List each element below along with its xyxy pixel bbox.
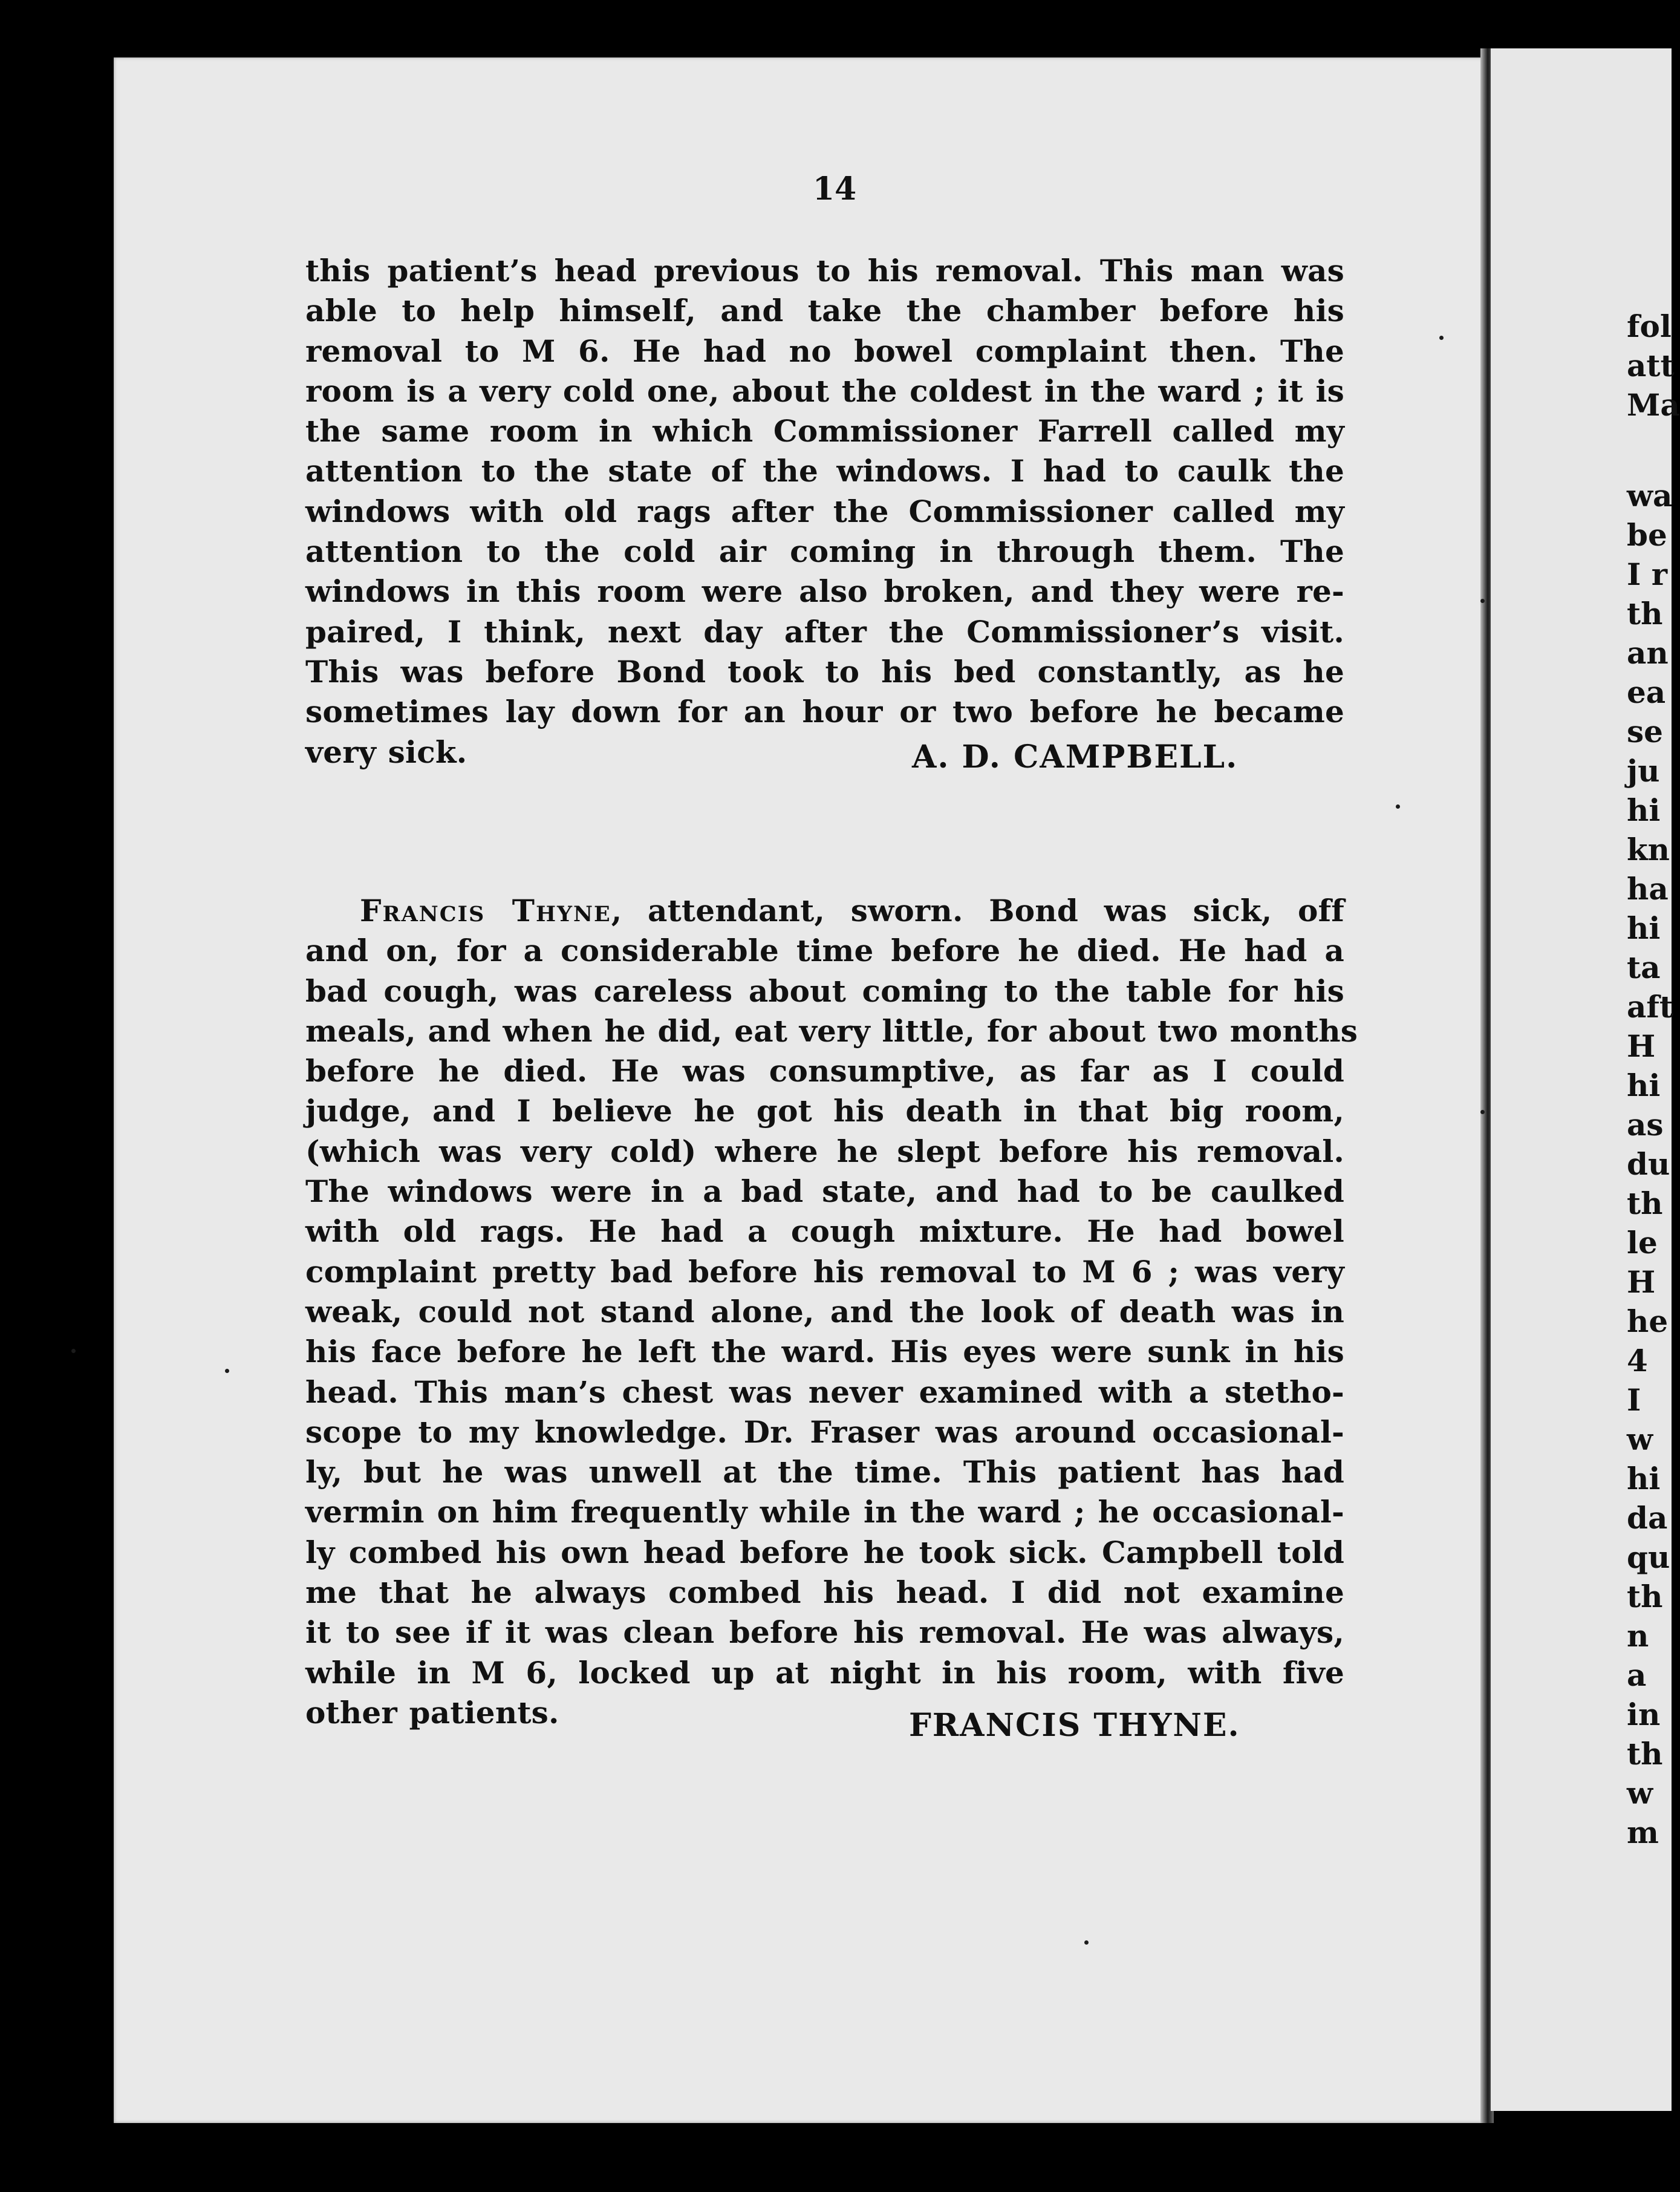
signature-campbell: A. D. CAMPBELL. — [912, 739, 1239, 775]
testimony-thyne-line: scope to my knowledge. Dr. Fraser was around occasional- — [305, 1414, 1344, 1450]
right-page-fragment: 4 — [1627, 1343, 1648, 1378]
right-page-fragment: qu — [1627, 1539, 1670, 1575]
testimony-campbell-line: removal to M 6. He had no bowel complaint then. The — [305, 333, 1344, 369]
testimony-thyne-first-line-text: , attendant, sworn. Bond was sick, off — [611, 893, 1344, 928]
ink-speck — [1084, 1940, 1089, 1945]
ink-speck — [1480, 1110, 1485, 1114]
testimony-campbell-line: this patient’s head previous to his removal. This man was — [305, 253, 1344, 289]
right-page-fragment: H — [1627, 1028, 1656, 1064]
testimony-thyne-line: while in M 6, locked up at night in his room, with five — [305, 1654, 1344, 1691]
right-page-fragment: th — [1627, 1186, 1663, 1221]
testimony-thyne-line: vermin on him frequently while in the ward ; he occasional- — [305, 1494, 1344, 1530]
right-page-fragment: he — [1627, 1303, 1669, 1339]
right-page-fragment: th — [1627, 1736, 1663, 1772]
testimony-thyne-line: and on, for a considerable time before he died. He had a — [305, 933, 1344, 969]
right-page-fragment: hi — [1627, 792, 1661, 828]
right-page-fragment: hi — [1627, 1068, 1661, 1103]
right-page-fragment: th — [1627, 1579, 1663, 1614]
right-page-fragment: hi — [1627, 910, 1661, 946]
right-page-fragment: H — [1627, 1264, 1656, 1300]
ink-speck — [225, 1369, 229, 1373]
testimony-thyne-first-line — [305, 891, 1344, 931]
testimony-campbell-line: sometimes lay down for an hour or two before he became — [305, 694, 1344, 730]
right-page-fragment: ha — [1627, 871, 1669, 907]
right-page-fragment: w — [1627, 1775, 1653, 1811]
right-page-fragment: hi — [1627, 1461, 1661, 1496]
right-page-fragment: in — [1627, 1697, 1661, 1732]
testimony-campbell-line: windows in this room were also broken, and they were re- — [305, 573, 1344, 610]
testimony-campbell-line: able to help himself, and take the chamber before his — [305, 293, 1344, 329]
testimony-thyne-line: head. This man’s chest was never examined with a stetho- — [305, 1374, 1344, 1410]
testimony-thyne-line: complaint pretty bad before his removal to M 6 ; was very — [305, 1253, 1344, 1290]
ink-speck — [1396, 804, 1400, 809]
right-page-fragment: Ma — [1627, 387, 1680, 423]
ink-speck — [71, 1349, 76, 1353]
testimony-campbell-line: paired, I think, next day after the Commissioner’s visit. — [305, 613, 1344, 650]
right-page-fragment: be — [1627, 517, 1667, 553]
testimony-thyne-line: (which was very cold) where he slept before his removal. — [305, 1133, 1344, 1169]
testimony-campbell-line: This was before Bond took to his bed constantly, as he — [305, 653, 1344, 690]
testimony-thyne-line: ly combed his own head before he took sick. Campbell told — [305, 1534, 1344, 1570]
right-page-fragment: fol — [1627, 308, 1672, 344]
testimony-campbell-line: windows with old rags after the Commissioner called my — [305, 493, 1344, 529]
page-number: 14 — [812, 171, 857, 207]
witness-name: Francis Thyne — [360, 893, 611, 928]
testimony-thyne-line: it to see if it was clean before his removal. He was always, — [305, 1614, 1344, 1651]
testimony-campbell-line: room is a very cold one, about the coldest in the ward ; it is — [305, 373, 1344, 409]
testimony-thyne-line: weak, could not stand alone, and the look of death was in — [305, 1293, 1344, 1329]
testimony-thyne-paragraph — [305, 891, 1358, 1733]
testimony-campbell-line: attention to the cold air coming in through them. The — [305, 533, 1344, 570]
testimony-thyne-line: meals, and when he did, eat very little, for about two months — [305, 1013, 1358, 1049]
right-page-fragment: th — [1627, 596, 1663, 631]
right-page-fragment: an — [1627, 635, 1669, 671]
testimony-thyne-line: ly, but he was unwell at the time. This patient has had — [305, 1454, 1344, 1490]
testimony-thyne-line: his face before he left the ward. His eyes were sunk in his — [305, 1334, 1344, 1370]
right-page-fragment: w — [1627, 1421, 1653, 1457]
right-page-fragment: se — [1627, 714, 1663, 749]
testimony-thyne-line: bad cough, was careless about coming to the table for his — [305, 973, 1344, 1009]
right-page-fragment: I r — [1627, 556, 1668, 592]
ink-speck — [1480, 599, 1485, 603]
right-page-fragment: le — [1627, 1225, 1658, 1261]
right-page-fragment: n — [1627, 1618, 1649, 1654]
testimony-thyne-line: before he died. He was consumptive, as far as I could — [305, 1053, 1344, 1089]
right-page-fragment: da — [1627, 1500, 1668, 1536]
testimony-campbell-line: the same room in which Commissioner Farrell called my — [305, 413, 1344, 449]
testimony-campbell-paragraph — [305, 251, 1344, 772]
testimony-thyne-line: with old rags. He had a cough mixture. He had bowel — [305, 1213, 1344, 1250]
testimony-campbell-line: attention to the state of the windows. I had to caulk the — [305, 453, 1344, 489]
right-page-fragment: ea — [1627, 674, 1666, 710]
ink-speck — [1439, 336, 1444, 340]
right-page-fragment: as — [1627, 1107, 1664, 1143]
right-page-fragment: ta — [1627, 950, 1661, 985]
right-page-fragment: m — [1627, 1815, 1659, 1850]
testimony-thyne-line: other patients. — [305, 1694, 559, 1730]
right-page-fragment: att — [1627, 348, 1675, 383]
testimony-campbell-line: very sick. — [305, 734, 467, 770]
signature-thyne: FRANCIS THYNE. — [909, 1707, 1240, 1744]
right-page-fragment: wa — [1627, 478, 1673, 514]
testimony-thyne-line: me that he always combed his head. I did not examine — [305, 1574, 1344, 1611]
right-page-fragment: a — [1627, 1657, 1647, 1693]
right-page-fragment: aft — [1627, 989, 1674, 1025]
right-page-fragment: kn — [1627, 832, 1670, 867]
right-page-fragment: du — [1627, 1146, 1670, 1182]
testimony-thyne-line: judge, and I believe he got his death in that big room, — [305, 1093, 1344, 1129]
testimony-thyne-line: The windows were in a bad state, and had to be caulked — [305, 1173, 1344, 1210]
right-page-fragment: I — [1627, 1382, 1641, 1418]
right-page-fragment: ju — [1627, 753, 1660, 789]
